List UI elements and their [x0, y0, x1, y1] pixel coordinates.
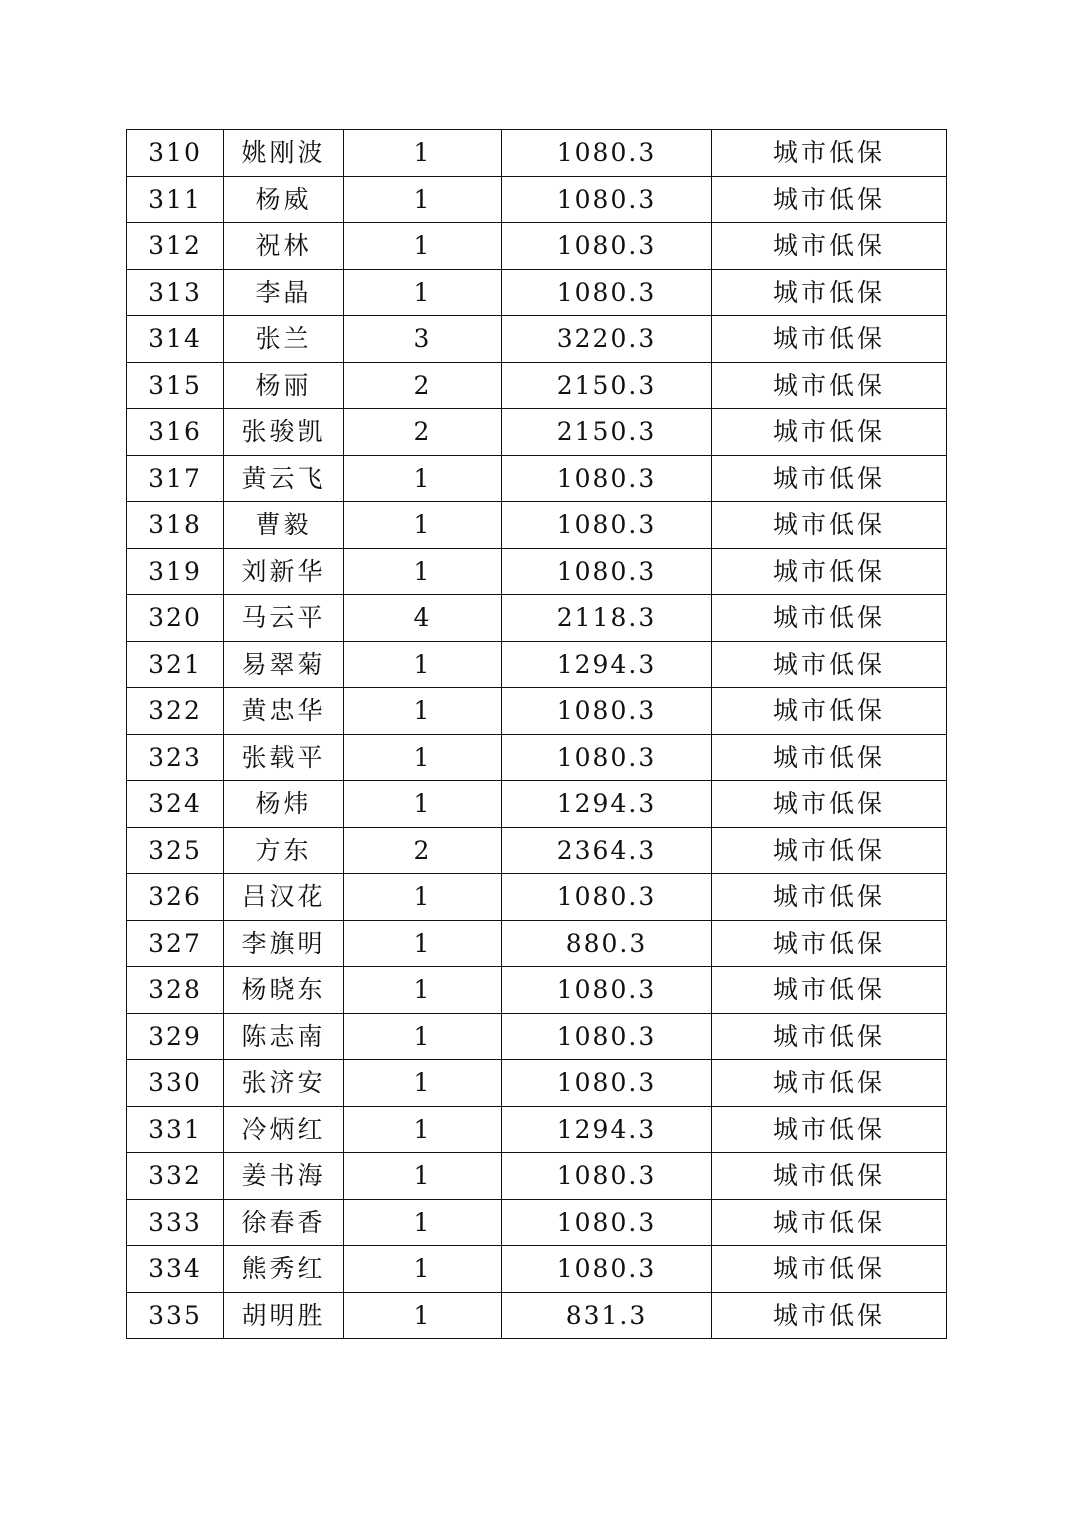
cell-assistance-type: 城市低保 — [712, 502, 947, 549]
cell-name: 张骏凯 — [224, 409, 344, 456]
cell-name: 易翠菊 — [224, 641, 344, 688]
cell-amount: 1294.3 — [502, 781, 712, 828]
cell-assistance-type: 城市低保 — [712, 781, 947, 828]
cell-household-count: 2 — [344, 409, 502, 456]
cell-serial-number: 323 — [127, 734, 224, 781]
table-row — [127, 874, 947, 921]
cell-serial-number: 335 — [127, 1292, 224, 1339]
table-row — [127, 1153, 947, 1200]
cell-household-count: 1 — [344, 269, 502, 316]
cell-name: 姜书海 — [224, 1153, 344, 1200]
cell-name: 熊秀红 — [224, 1246, 344, 1293]
cell-amount: 1080.3 — [502, 502, 712, 549]
table-row — [127, 176, 947, 223]
cell-amount: 2150.3 — [502, 409, 712, 456]
cell-name: 张济安 — [224, 1060, 344, 1107]
cell-assistance-type: 城市低保 — [712, 1060, 947, 1107]
cell-amount: 1080.3 — [502, 688, 712, 735]
cell-name: 马云平 — [224, 595, 344, 642]
cell-serial-number: 331 — [127, 1106, 224, 1153]
cell-assistance-type: 城市低保 — [712, 641, 947, 688]
cell-household-count: 1 — [344, 688, 502, 735]
cell-name: 李晶 — [224, 269, 344, 316]
cell-household-count: 1 — [344, 1292, 502, 1339]
cell-household-count: 1 — [344, 223, 502, 270]
cell-assistance-type: 城市低保 — [712, 455, 947, 502]
cell-amount: 1080.3 — [502, 269, 712, 316]
cell-amount: 2118.3 — [502, 595, 712, 642]
cell-assistance-type: 城市低保 — [712, 688, 947, 735]
table-row — [127, 1013, 947, 1060]
cell-amount: 1080.3 — [502, 455, 712, 502]
table-row — [127, 781, 947, 828]
cell-serial-number: 322 — [127, 688, 224, 735]
cell-household-count: 1 — [344, 641, 502, 688]
cell-household-count: 1 — [344, 781, 502, 828]
cell-amount: 1080.3 — [502, 176, 712, 223]
cell-household-count: 1 — [344, 874, 502, 921]
cell-name: 张兰 — [224, 316, 344, 363]
cell-assistance-type: 城市低保 — [712, 595, 947, 642]
table-row — [127, 1199, 947, 1246]
cell-serial-number: 321 — [127, 641, 224, 688]
cell-household-count: 1 — [344, 1060, 502, 1107]
cell-amount: 831.3 — [502, 1292, 712, 1339]
cell-amount: 1080.3 — [502, 1199, 712, 1246]
cell-household-count: 2 — [344, 827, 502, 874]
cell-serial-number: 330 — [127, 1060, 224, 1107]
cell-serial-number: 313 — [127, 269, 224, 316]
cell-serial-number: 327 — [127, 920, 224, 967]
cell-amount: 1294.3 — [502, 641, 712, 688]
cell-serial-number: 318 — [127, 502, 224, 549]
cell-assistance-type: 城市低保 — [712, 130, 947, 177]
cell-amount: 1080.3 — [502, 734, 712, 781]
cell-assistance-type: 城市低保 — [712, 1153, 947, 1200]
cell-serial-number: 329 — [127, 1013, 224, 1060]
cell-serial-number: 320 — [127, 595, 224, 642]
cell-household-count: 1 — [344, 1199, 502, 1246]
cell-household-count: 1 — [344, 1153, 502, 1200]
table-row — [127, 1106, 947, 1153]
table-row — [127, 1060, 947, 1107]
cell-assistance-type: 城市低保 — [712, 409, 947, 456]
cell-name: 方东 — [224, 827, 344, 874]
cell-name: 吕汉花 — [224, 874, 344, 921]
cell-serial-number: 311 — [127, 176, 224, 223]
cell-household-count: 1 — [344, 967, 502, 1014]
cell-assistance-type: 城市低保 — [712, 1292, 947, 1339]
cell-assistance-type: 城市低保 — [712, 316, 947, 363]
table-row — [127, 455, 947, 502]
cell-name: 姚刚波 — [224, 130, 344, 177]
table-row — [127, 688, 947, 735]
cell-household-count: 1 — [344, 1013, 502, 1060]
cell-name: 胡明胜 — [224, 1292, 344, 1339]
table-row — [127, 1292, 947, 1339]
cell-name: 杨威 — [224, 176, 344, 223]
table-row — [127, 595, 947, 642]
cell-assistance-type: 城市低保 — [712, 1199, 947, 1246]
cell-name: 徐春香 — [224, 1199, 344, 1246]
cell-serial-number: 315 — [127, 362, 224, 409]
cell-household-count: 1 — [344, 176, 502, 223]
cell-amount: 1080.3 — [502, 967, 712, 1014]
table-row — [127, 409, 947, 456]
cell-serial-number: 332 — [127, 1153, 224, 1200]
cell-household-count: 3 — [344, 316, 502, 363]
cell-name: 冷炳红 — [224, 1106, 344, 1153]
cell-assistance-type: 城市低保 — [712, 1013, 947, 1060]
cell-serial-number: 333 — [127, 1199, 224, 1246]
cell-serial-number: 328 — [127, 967, 224, 1014]
table-row — [127, 269, 947, 316]
cell-serial-number: 314 — [127, 316, 224, 363]
table-row — [127, 641, 947, 688]
cell-name: 杨丽 — [224, 362, 344, 409]
cell-assistance-type: 城市低保 — [712, 827, 947, 874]
table-row — [127, 316, 947, 363]
cell-amount: 1080.3 — [502, 874, 712, 921]
cell-amount: 1080.3 — [502, 1246, 712, 1293]
cell-household-count: 1 — [344, 1106, 502, 1153]
cell-household-count: 1 — [344, 130, 502, 177]
cell-household-count: 1 — [344, 734, 502, 781]
cell-amount: 1080.3 — [502, 223, 712, 270]
table-row — [127, 362, 947, 409]
records-table — [126, 129, 947, 1339]
cell-name: 祝林 — [224, 223, 344, 270]
cell-household-count: 1 — [344, 455, 502, 502]
cell-assistance-type: 城市低保 — [712, 548, 947, 595]
cell-household-count: 4 — [344, 595, 502, 642]
cell-amount: 1080.3 — [502, 548, 712, 595]
cell-serial-number: 326 — [127, 874, 224, 921]
table-row — [127, 734, 947, 781]
cell-serial-number: 310 — [127, 130, 224, 177]
cell-assistance-type: 城市低保 — [712, 362, 947, 409]
cell-household-count: 1 — [344, 1246, 502, 1293]
cell-amount: 1080.3 — [502, 1013, 712, 1060]
cell-assistance-type: 城市低保 — [712, 269, 947, 316]
table-row — [127, 548, 947, 595]
cell-amount: 2364.3 — [502, 827, 712, 874]
cell-serial-number: 316 — [127, 409, 224, 456]
cell-amount: 2150.3 — [502, 362, 712, 409]
cell-name: 杨晓东 — [224, 967, 344, 1014]
cell-serial-number: 317 — [127, 455, 224, 502]
table-row — [127, 130, 947, 177]
cell-serial-number: 319 — [127, 548, 224, 595]
cell-amount: 1080.3 — [502, 1153, 712, 1200]
cell-name: 张载平 — [224, 734, 344, 781]
cell-assistance-type: 城市低保 — [712, 920, 947, 967]
cell-assistance-type: 城市低保 — [712, 967, 947, 1014]
cell-assistance-type: 城市低保 — [712, 1106, 947, 1153]
cell-household-count: 1 — [344, 502, 502, 549]
table-row — [127, 502, 947, 549]
cell-household-count: 1 — [344, 548, 502, 595]
cell-serial-number: 334 — [127, 1246, 224, 1293]
cell-assistance-type: 城市低保 — [712, 874, 947, 921]
cell-name: 曹毅 — [224, 502, 344, 549]
cell-name: 刘新华 — [224, 548, 344, 595]
cell-amount: 880.3 — [502, 920, 712, 967]
cell-assistance-type: 城市低保 — [712, 734, 947, 781]
cell-assistance-type: 城市低保 — [712, 176, 947, 223]
table-row — [127, 827, 947, 874]
table-row — [127, 223, 947, 270]
table-row — [127, 920, 947, 967]
cell-assistance-type: 城市低保 — [712, 1246, 947, 1293]
cell-serial-number: 325 — [127, 827, 224, 874]
cell-amount: 1080.3 — [502, 130, 712, 177]
cell-amount: 3220.3 — [502, 316, 712, 363]
cell-name: 杨炜 — [224, 781, 344, 828]
cell-assistance-type: 城市低保 — [712, 223, 947, 270]
cell-amount: 1080.3 — [502, 1060, 712, 1107]
cell-serial-number: 312 — [127, 223, 224, 270]
cell-name: 陈志南 — [224, 1013, 344, 1060]
cell-serial-number: 324 — [127, 781, 224, 828]
table-row — [127, 1246, 947, 1293]
cell-amount: 1294.3 — [502, 1106, 712, 1153]
cell-name: 李旗明 — [224, 920, 344, 967]
cell-name: 黄云飞 — [224, 455, 344, 502]
table-row — [127, 967, 947, 1014]
cell-name: 黄忠华 — [224, 688, 344, 735]
cell-household-count: 2 — [344, 362, 502, 409]
cell-household-count: 1 — [344, 920, 502, 967]
records-table-body — [127, 130, 947, 1339]
